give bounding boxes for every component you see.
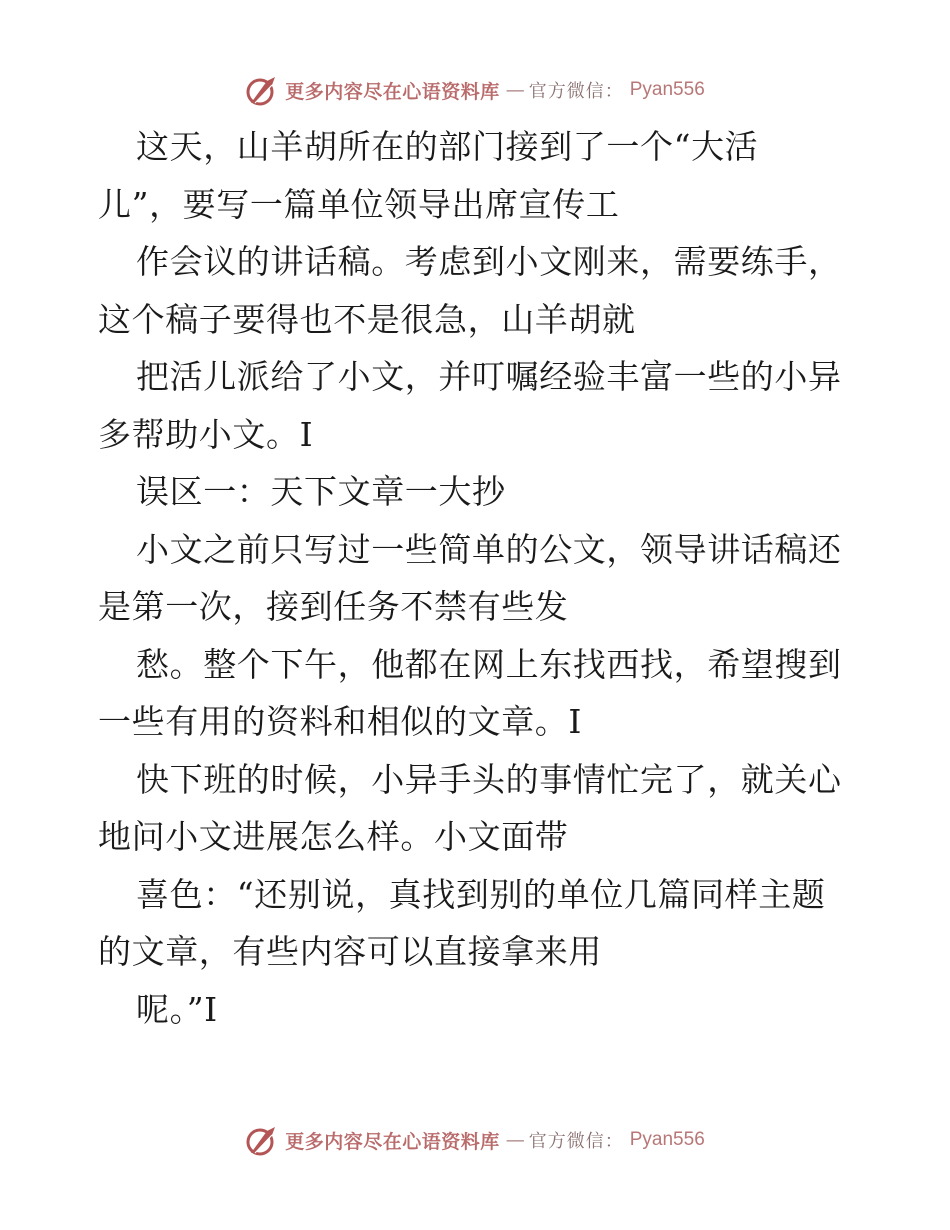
text-line: 地问小文进展怎么样。小文面带 xyxy=(98,817,569,856)
text-line: 呢。”I xyxy=(136,989,218,1029)
watermark-wechat-label: 官方微信： xyxy=(528,1131,624,1152)
text-line: 作会议的讲话稿。考虑到小文刚来，需要练手， xyxy=(136,242,842,281)
pen-quill-logo-icon xyxy=(245,73,279,107)
text-line: 是第一次，接到任务不禁有些发 xyxy=(98,587,569,626)
header-watermark xyxy=(0,70,950,110)
footer-watermark xyxy=(0,1120,950,1160)
watermark-main-text: 更多内容尽在心语资料库 xyxy=(285,80,500,103)
text-line: 多帮助小文。I xyxy=(98,414,314,454)
watermark-dash: — xyxy=(505,1129,523,1151)
text-line: 愁。整个下午，他都在网上东找西找，希望搜到 xyxy=(136,644,842,684)
watermark-wechat-label: 官方微信： xyxy=(528,81,624,102)
watermark-wechat-id: Pyan556 xyxy=(629,79,705,100)
document-body xyxy=(98,118,858,1038)
text-line: 小文之前只写过一些简单的公文，领导讲话稿还 xyxy=(136,529,842,569)
text-line: 儿”，要写一篇单位领导出席宣传工 xyxy=(98,184,620,224)
text-line: 的文章，有些内容可以直接拿来用 xyxy=(98,932,602,971)
pen-quill-logo-icon xyxy=(245,1123,279,1157)
text-line: 这个稿子要得也不是很急，山羊胡就 xyxy=(98,299,636,339)
text-line: 这天，山羊胡所在的部门接到了一个“大活 xyxy=(136,127,759,166)
watermark-dash: — xyxy=(505,79,523,101)
watermark-main-text: 更多内容尽在心语资料库 xyxy=(285,1130,500,1153)
watermark-wechat-id: Pyan556 xyxy=(629,1129,705,1150)
section-heading: 误区一：天下文章一大抄 xyxy=(136,472,506,511)
text-line: 一些有用的资料和相似的文章。I xyxy=(98,702,583,741)
text-line: 把活儿派给了小文，并叮嘱经验丰富一些的小异 xyxy=(136,357,842,396)
text-line: 快下班的时候，小异手头的事情忙完了，就关心 xyxy=(136,759,842,799)
text-line: 喜色：“还别说，真找到别的单位几篇同样主题 xyxy=(136,874,826,914)
